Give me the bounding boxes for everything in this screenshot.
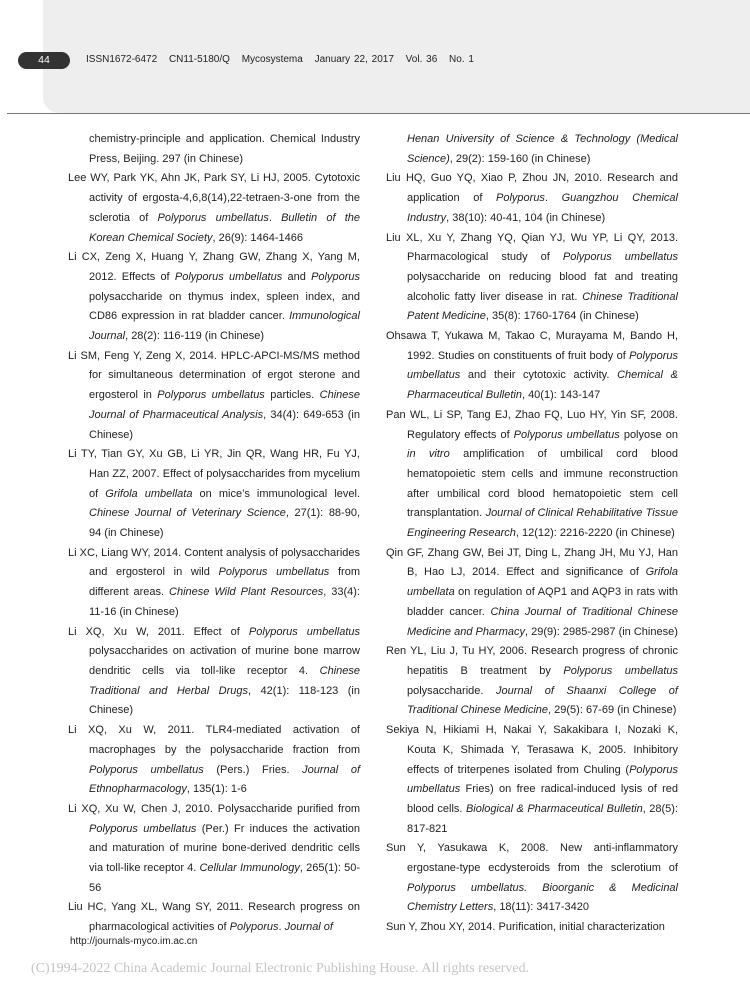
reference-italic-text: Polyporus umbellatus bbox=[174, 270, 283, 283]
reference-text: . bbox=[278, 921, 285, 934]
reference-italic-text: Polyporus bbox=[229, 921, 279, 934]
reference-text: Pan WL, Li SP, Tang EJ, Zhao FQ, Luo HY, Yin SF, 2008. Regulatory effects of bbox=[386, 408, 678, 441]
reference-text: particles. bbox=[264, 389, 320, 402]
reference-entry bbox=[386, 642, 678, 721]
reference-italic-text: Polyporus umbellatus bbox=[89, 822, 197, 835]
cn-number: CN11-5180/Q bbox=[168, 54, 230, 65]
reference-entry bbox=[386, 327, 678, 406]
reference-italic-text: Polyporus umbellatus bbox=[157, 211, 269, 224]
reference-text: polysaccharide on thymus index, spleen index, and CD86 expression in rat bladder cancer. bbox=[89, 290, 360, 323]
reference-entry bbox=[386, 229, 678, 328]
volume: Vol. 36 bbox=[405, 54, 438, 65]
reference-italic-text: Immunological Journal bbox=[89, 310, 360, 343]
journal-name: Mycosystema bbox=[241, 54, 303, 65]
reference-text: , 28(2): 116-119 (in Chinese) bbox=[125, 330, 265, 343]
reference-italic-text: Cellular Immunology bbox=[199, 862, 300, 875]
reference-entry bbox=[386, 839, 678, 918]
reference-italic-text: Chinese Traditional Patent Medicine bbox=[407, 290, 678, 323]
reference-italic-text: Journal of bbox=[284, 921, 333, 934]
reference-italic-text: Polyporus umbellatus bbox=[89, 763, 204, 776]
reference-text: polysaccharides on activation of murine bone marrow dendritic cells via toll-like receptor 4. bbox=[89, 645, 360, 677]
reference-text: , 12(12): 2216-2220 (in Chinese) bbox=[515, 527, 675, 540]
copyright-watermark: (C)1994-2022 China Academic Journal Electronic Publishing House. All rights reserved. bbox=[31, 961, 530, 976]
reference-text: Lee WY, Park YK, Ahn JK, Park SY, Li HJ, 2005. Cytotoxic activity of ergosta-4,6,8(14),22-tetraen-3-one from the sclerotia of bbox=[68, 172, 360, 224]
reference-italic-text: Chinese Journal of Pharmaceutical Analysis bbox=[89, 389, 360, 421]
reference-text: on mice’s immunological level. bbox=[192, 487, 360, 500]
reference-italic-text: Polyporus umbellatus bbox=[407, 349, 678, 382]
reference-text: Li TY, Tian GY, Xu GB, Li YR, Jin QR, Wang HR, Fu YJ, Han ZZ, 2007. Effect of polysaccharides from mycelium of bbox=[68, 448, 360, 500]
reference-text: Ohsawa T, Yukawa M, Takao C, Murayama M, Bando H, 1992. Studies on constituents of fruit body of bbox=[386, 330, 678, 362]
reference-italic-text: Chinese Journal of Veterinary Science bbox=[89, 507, 286, 520]
reference-italic-text: Journal of Clinical Rehabilitative Tissue Engineering Research bbox=[407, 507, 678, 540]
reference-text: , 28(5): 817-821 bbox=[407, 802, 678, 835]
reference-text: , 40(1): 143-147 bbox=[521, 389, 601, 402]
reference-italic-text: Chinese Wild Plant Resources bbox=[169, 586, 324, 599]
reference-text: Qin GF, Zhang GW, Bei JT, Ding L, Zhang JH, Mu YJ, Han B, Hao LJ, 2014. Effect and significance of bbox=[386, 546, 678, 579]
reference-text: and their cytotoxic activity. bbox=[460, 369, 618, 382]
reference-text: Li SM, Feng Y, Zeng X, 2014. HPLC-APCI-MS/MS method for simultaneous determination of ergot sterone and ergosterol in bbox=[68, 349, 360, 402]
reference-italic-text: Journal of Shaanxi College of Traditional Chinese Medicine bbox=[407, 684, 678, 717]
reference-entry bbox=[68, 800, 360, 899]
reference-italic-text: Chinese Traditional and Herbal Drugs bbox=[89, 664, 360, 697]
reference-italic-text: Chemical & Pharmaceutical Bulletin bbox=[407, 369, 678, 402]
reference-text: , 265(1): 50-56 bbox=[89, 862, 360, 894]
reference-text: , 27(1): 88-90, 94 (in Chinese) bbox=[89, 507, 361, 540]
reference-text: , 18(11): 3417-3420 bbox=[493, 901, 590, 914]
reference-text: Ren YL, Liu J, Tu HY, 2006. Research progress of chronic hepatitis B treatment by bbox=[386, 645, 678, 677]
reference-italic-text: in vitro bbox=[407, 448, 450, 461]
reference-text: amplification of umbilical cord blood hematopoietic stem cells and immune reconstruction after umbilical cord blood hematopoietic stem cell transplantation. bbox=[407, 448, 678, 520]
reference-italic-text: Henan University of Science & Technology (Medical Science) bbox=[407, 133, 678, 165]
reference-entry bbox=[386, 169, 678, 228]
reference-text: , 29(5): 67-69 (in Chinese) bbox=[548, 704, 677, 717]
issn: ISSN1672-6472 bbox=[86, 54, 158, 65]
reference-italic-text: Polyporus umbellatus bbox=[562, 251, 678, 264]
running-head bbox=[86, 54, 482, 65]
reference-text: and bbox=[282, 270, 312, 283]
reference-italic-text: Polyporus umbellatus bbox=[218, 566, 330, 579]
page-header bbox=[0, 0, 750, 115]
header-rule bbox=[7, 113, 750, 114]
reference-italic-text: Grifola umbellata bbox=[105, 487, 193, 500]
footer-url[interactable]: http://journals-myco.im.ac.cn bbox=[70, 936, 198, 947]
reference-entry bbox=[386, 406, 678, 544]
reference-entry bbox=[68, 169, 360, 248]
reference-text: polyose on bbox=[619, 428, 678, 441]
reference-entry bbox=[386, 544, 678, 643]
reference-italic-text: Grifola umbellata bbox=[407, 566, 678, 599]
reference-text: , 26(9): 1464-1466 bbox=[212, 231, 304, 244]
reference-text: , 38(10): 40-41, 104 (in Chinese) bbox=[446, 211, 606, 224]
reference-italic-text: Polyporus umbellatus. Bioorganic & Medicinal Chemistry Letters bbox=[407, 881, 678, 914]
reference-text: , 33(4): 11-16 (in Chinese) bbox=[89, 586, 360, 618]
publication-date: January 22, 2017 bbox=[314, 54, 394, 65]
reference-entry bbox=[386, 918, 678, 938]
reference-italic-text: Polyporus umbellatus bbox=[563, 664, 678, 677]
reference-italic-text: Polyporus bbox=[496, 192, 545, 205]
reference-italic-text: Bulletin of the Korean Chemical Society bbox=[89, 211, 360, 244]
reference-italic-text: Guangzhou Chemical Industry bbox=[407, 192, 678, 224]
reference-entry bbox=[68, 544, 360, 623]
reference-entry bbox=[68, 898, 360, 937]
reference-italic-text: Biological & Pharmaceutical Bulletin bbox=[465, 802, 643, 815]
reference-entry bbox=[68, 445, 360, 544]
reference-text: Sun Y, Zhou XY, 2014. Purification, initial characterization bbox=[386, 921, 665, 934]
reference-text: Li XQ, Xu W, 2011. Effect of bbox=[68, 625, 249, 638]
reference-italic-text: Polyporus umbellatus bbox=[513, 428, 620, 441]
reference-text: , 29(2): 159-160 (in Chinese) bbox=[449, 152, 591, 165]
reference-text: (Pers.) Fries. bbox=[203, 763, 303, 776]
reference-entry bbox=[68, 130, 360, 169]
reference-text: Liu XL, Xu Y, Zhang YQ, Qian YJ, Wu YP, Li QY, 2013. Pharmacological study of bbox=[386, 231, 678, 264]
reference-italic-text: Journal of Ethnopharmacology bbox=[89, 763, 361, 796]
reference-text: , 35(8): 1760-1764 (in Chinese) bbox=[485, 310, 639, 323]
reference-text: from different areas. bbox=[89, 566, 360, 599]
reference-entry bbox=[68, 347, 360, 446]
reference-text: , 34(4): 649-653 (in Chinese) bbox=[89, 408, 360, 441]
reference-entry bbox=[68, 623, 360, 722]
reference-entry bbox=[386, 130, 678, 169]
left-reference-column bbox=[68, 130, 360, 938]
reference-text: . bbox=[544, 192, 562, 205]
reference-text: on regulation of AQP1 and AQP3 in rats with bladder cancer. bbox=[407, 586, 678, 618]
reference-text: Liu HQ, Guo YQ, Xiao P, Zhou JN, 2010. Research and application of bbox=[386, 172, 678, 205]
reference-text: Li CX, Zeng X, Huang Y, Zhang GW, Zhang X, Yang M, 2012. Effects of bbox=[68, 251, 360, 283]
reference-entry bbox=[386, 721, 678, 839]
reference-entry bbox=[68, 721, 360, 800]
reference-italic-text: Polyporus umbellatus bbox=[248, 625, 361, 638]
reference-italic-text: Polyporus umbellatus bbox=[157, 389, 265, 402]
reference-text: Li XQ, Xu W, 2011. TLR4-mediated activation of macrophages by the polysaccharide fraction from bbox=[68, 724, 360, 756]
reference-italic-text: Polyporus umbellatus bbox=[407, 763, 678, 796]
right-reference-column bbox=[386, 130, 678, 938]
page-number-badge: 44 bbox=[18, 52, 70, 69]
reference-text: Sun Y, Yasukawa K, 2008. New anti-inflammatory ergostane-type ecdysteroids from the sclerotium of bbox=[386, 842, 678, 875]
reference-entry bbox=[68, 248, 360, 347]
reference-text: Sekiya N, Hikiami H, Nakai Y, Sakakibara I, Nozaki K, Kouta K, Shimada Y, Terasawa K, 2005. Inhibitory effects of triterpenes isolated from Chuling ( bbox=[386, 724, 678, 776]
reference-text: Fries) on free radical-induced lysis of red blood cells. bbox=[407, 783, 678, 815]
reference-text: polysaccharide. bbox=[407, 684, 497, 697]
reference-text: Li XC, Liang WY, 2014. Content analysis of polysaccharides and ergosterol in wild bbox=[68, 546, 360, 579]
issue: No. 1 bbox=[449, 54, 474, 65]
reference-text: , 135(1): 1-6 bbox=[186, 783, 247, 796]
reference-text: . bbox=[268, 211, 282, 224]
reference-text: chemistry-principle and application. Chemical Industry Press, Beijing. 297 (in Chinese) bbox=[89, 133, 360, 165]
reference-text: Li XQ, Xu W, Chen J, 2010. Polysaccharide purified from bbox=[68, 802, 360, 815]
reference-text: Liu HC, Yang XL, Wang SY, 2011. Research progress on pharmacological activities of bbox=[68, 901, 360, 934]
reference-text: , 29(9): 2985-2987 (in Chinese) bbox=[525, 625, 678, 638]
reference-text: polysaccharide on reducing blood fat and treating alcoholic fatty liver disease in rat. bbox=[407, 270, 678, 303]
reference-italic-text: Polyporus bbox=[311, 270, 361, 283]
reference-text: (Per.) Fr induces the activation and maturation of murine bone-derived dendritic cells via toll-like receptor 4. bbox=[89, 822, 360, 875]
reference-italic-text: China Journal of Traditional Chinese Medicine and Pharmacy bbox=[407, 605, 678, 638]
reference-text: , 42(1): 118-123 (in Chinese) bbox=[89, 684, 360, 717]
